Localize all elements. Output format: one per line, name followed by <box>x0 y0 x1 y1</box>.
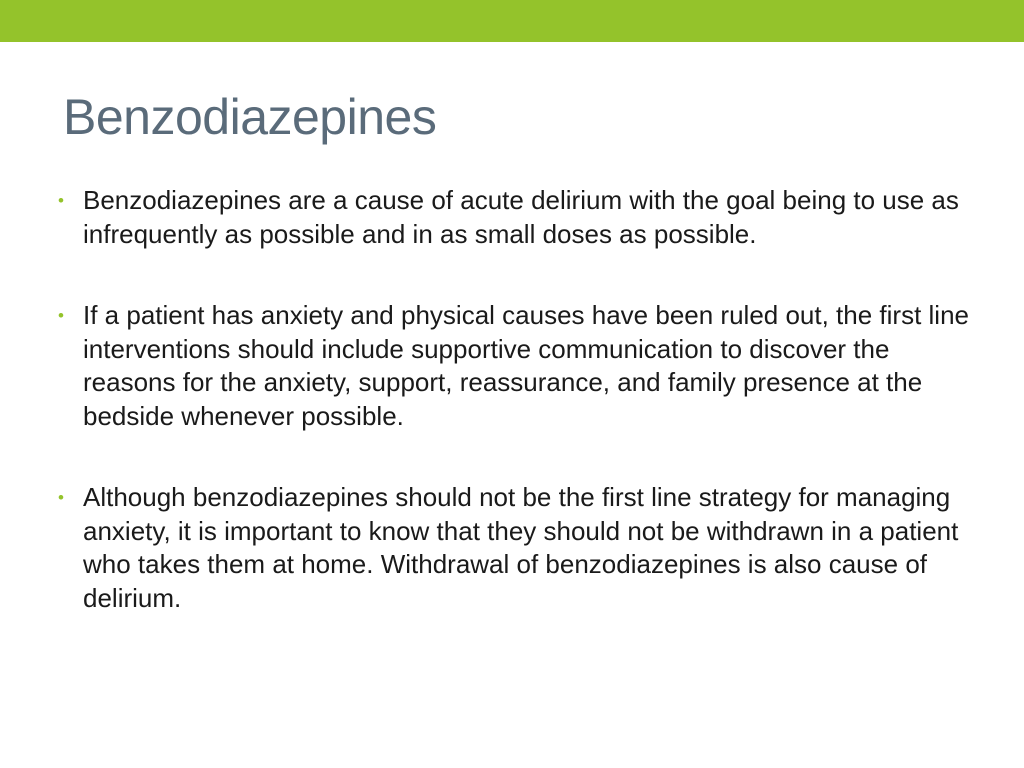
bullet-text: If a patient has anxiety and physical causes have been ruled out, the first line interventions should include supportive communication to discover the reasons for the anxiety, support, reassurance, and family presence at the bedside whenever possible. <box>83 300 969 431</box>
bullet-dot-icon: • <box>58 488 64 507</box>
bullet-text: Although benzodiazepines should not be the first line strategy for managing anxiety, it is important to know that they should not be withdrawn in a patient who takes them at home. Withdrawal of benzodiazepines is also cause of delirium. <box>83 482 959 613</box>
slide-title: Benzodiazepines <box>63 89 437 145</box>
bullet-dot-icon: • <box>58 191 64 210</box>
bullet-item <box>58 184 970 251</box>
bullet-item <box>58 299 970 433</box>
bullet-item <box>58 481 970 615</box>
accent-top-bar <box>0 0 1024 42</box>
bullet-dot-icon: • <box>58 306 64 325</box>
bullet-list <box>58 184 970 615</box>
bullet-text: Benzodiazepines are a cause of acute delirium with the goal being to use as infrequently as possible and in as small doses as possible. <box>83 185 959 249</box>
